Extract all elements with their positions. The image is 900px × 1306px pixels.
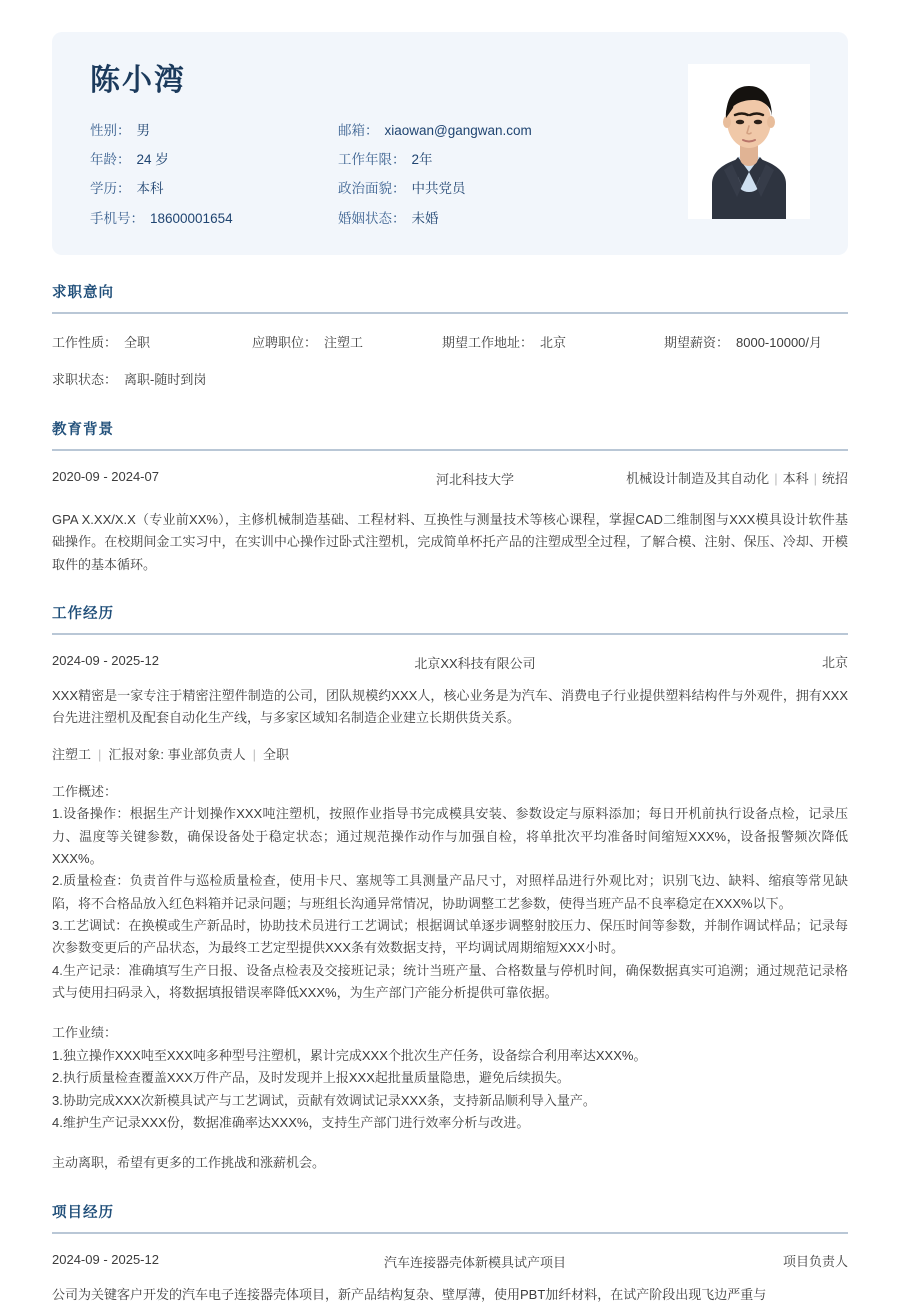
profile-field-gender-label: 性别： [90,123,131,138]
intent-position-label: 应聘职位： [252,334,318,350]
intent-job-nature-label: 工作性质： [52,334,118,350]
intent-position-value: 注塑工 [324,334,364,350]
profile-field-experience-label: 工作年限： [338,152,406,168]
separator: | [774,470,778,486]
profile-field-age-label: 年龄： [90,152,131,168]
profile-field-age [90,152,338,168]
work-achievement-label: 工作业绩： [52,1025,118,1041]
profile-field-political-status-value: 中共党员 [411,181,466,197]
profile-field-phone-value: 18600001654 [150,210,233,226]
profile-info [90,62,688,227]
profile-field-education-value: 本科 [136,181,164,197]
profile-field-education [90,181,338,197]
work-job-type: 全职 [263,746,290,762]
education-detail [598,469,848,489]
education-school: 河北科技大学 [435,471,514,487]
candidate-name: 陈小湾 [90,64,186,97]
work-entry-header [52,653,848,673]
profile-field-age-value: 24 岁 [136,152,169,168]
profile-field-email-value: xiaowan@gangwan.com [384,123,532,138]
project-description: 公司为关键客户开发的汽车电子连接器壳体项目，新产品结构复杂、壁厚薄，使用PBT加纤材料，在试产阶段出现飞边严重与 [52,1286,767,1302]
work-leave-reason: 主动离职，希望有更多的工作挑战和涨薪机会。 [52,1155,326,1171]
profile-field-email [338,123,688,139]
work-date: 2024-09 - 2025-12 [52,652,159,668]
section-title-work-experience: 工作经历 [52,605,114,622]
profile-field-phone-label: 手机号： [90,210,144,226]
intent-salary [664,332,822,351]
avatar [688,64,810,219]
section-divider [52,312,848,314]
intent-position [252,332,442,351]
section-divider [52,449,848,451]
project-role: 项目负责人 [782,1253,848,1269]
section-title-project-experience: 项目经历 [52,1204,114,1221]
education-admission: 统招 [821,470,848,486]
intent-salary-value: 8000-10000/月 [736,334,823,350]
work-role-line [52,744,848,763]
work-overview-item-1: 1.设备操作：根据生产计划操作XXX吨注塑机，按照作业指导书完成模具安装、参数设定与原料添加；每日开机前执行设备点检，记录压力、温度等关键参数，确保设备处于稳定状态；通过规范操作动作与加强自检，将单批次平均准备时间缩短XXX%，设备报警频次降低XXX%。 [52,806,848,866]
job-intention-row-2 [52,369,848,388]
profile-field-education-label: 学历： [90,181,131,197]
portrait-photo-icon [688,64,810,219]
section-education [52,392,848,576]
intent-salary-label: 期望薪资： [664,334,730,350]
work-achievement-item-3: 3.协助完成XXX次新模具试产与工艺调试，贡献有效调试记录XXX条，支持新品顺利导入量产。 [52,1092,596,1108]
section-title-job-intention: 求职意向 [52,284,114,301]
profile-field-political-status-label: 政治面貌： [338,181,406,197]
education-entry-header [52,469,848,489]
work-achievement-item-4: 4.维护生产记录XXX份，数据准确率达XXX%，支持生产部门进行效率分析与改进。 [52,1114,530,1130]
intent-job-nature-value: 全职 [124,334,151,350]
work-overview-item-3: 3.工艺调试：在换模或生产新品时，协助技术员进行工艺调试；根据调试单逐步调整射胶压力、保压时间等参数，并制作调试样品；记录每次参数变更后的产品状态，为最终工艺定型提供XXX条有效数据支持，平均调试周期缩短XXX小时。 [52,917,848,956]
job-intention-row-1 [52,332,848,351]
profile-field-phone [90,211,338,227]
work-company: 北京XX科技有限公司 [414,655,536,671]
education-degree: 本科 [782,470,809,486]
profile-field-marital-status-label: 婚姻状态： [338,210,406,226]
intent-status-label: 求职状态： [52,371,118,387]
work-location: 北京 [821,654,848,670]
work-report-to: 汇报对象: 事业部负责人 [108,746,246,762]
separator: | [98,746,102,762]
profile-field-email-label: 邮箱： [338,123,379,138]
work-overview-label: 工作概述： [52,783,118,799]
intent-location [442,332,664,351]
intent-status-value: 离职-随时到岗 [124,371,207,387]
work-job-title: 注塑工 [52,746,92,762]
work-overview-item-2: 2.质量检查：负责首件与巡检质量检查，使用卡尺、塞规等工具测量产品尺寸，对照样品进行外观比对；识别飞边、缺料、缩痕等常见缺陷，将不合格品放入红色料箱并记录问题；与班组长沟通异常情况，协助调整工艺参数，使得当班产品不良率稳定在XXX%以下。 [52,873,848,911]
profile-field-marital-status [338,211,688,227]
work-achievement-item-2: 2.执行质量检查覆盖XXX万件产品，及时发现并上报XXX起批量质量隐患，避免后续损失。 [52,1070,570,1086]
section-title-education: 教育背景 [52,421,114,438]
intent-location-label: 期望工作地址： [442,334,534,350]
intent-job-nature [52,332,252,351]
profile-field-grid [90,123,688,227]
profile-field-gender [90,123,338,139]
project-entry-header [52,1252,848,1272]
profile-field-marital-status-value: 未婚 [411,210,439,226]
section-job-intention [52,255,848,388]
profile-header-card [52,32,848,255]
separator: | [813,470,817,486]
work-overview-item-4: 4.生产记录：准确填写生产日报、设备点检表及交接班记录；统计当班产量、合格数量与停机时间，确保数据真实可追溯；通过规范记录格式与使用扫码录入，将数据填报错误率降低XXX%，为生产部门产能分析提供可靠依据。 [52,962,848,1001]
profile-field-gender-value: 男 [136,123,150,138]
work-achievement-item-1: 1.独立操作XXX吨至XXX吨多种型号注塑机，累计完成XXX个批次生产任务，设备综合利用率达XXX%。 [52,1047,647,1063]
intent-status [52,369,252,388]
education-major: 机械设计制造及其自动化 [626,470,770,486]
section-work-experience [52,576,848,1175]
education-date: 2020-09 - 2024-07 [52,468,159,484]
profile-field-experience [338,152,688,168]
section-divider [52,633,848,635]
section-divider [52,1232,848,1234]
work-company-intro: XXX精密是一家专注于精密注塑件制造的公司，团队规模约XXX人，核心业务是为汽车、消费电子行业提供塑料结构件与外观件，拥有XXX台先进注塑机及配套自动化生产线，与多家区域知名制造企业建立长期供货关系。 [52,688,848,726]
intent-location-value: 北京 [540,334,567,350]
project-date: 2024-09 - 2025-12 [52,1251,159,1267]
profile-field-political-status [338,181,688,197]
profile-field-experience-value: 2年 [411,152,433,168]
separator: | [252,746,257,762]
section-project-experience [52,1175,848,1306]
project-name: 汽车连接器壳体新模具试产项目 [383,1254,566,1270]
education-description: GPA X.XX/X.X（专业前XX%），主修机械制造基础、工程材料、互换性与测量技术等核心课程，掌握CAD二维制图与XXX模具设计软件基础操作。在校期间金工实习中，在实训中心操作过卧式注塑机，完成简单杯托产品的注塑成型全过程，了解合模、注射、保压、冷却、开模取件的基本循环。 [52,511,848,572]
